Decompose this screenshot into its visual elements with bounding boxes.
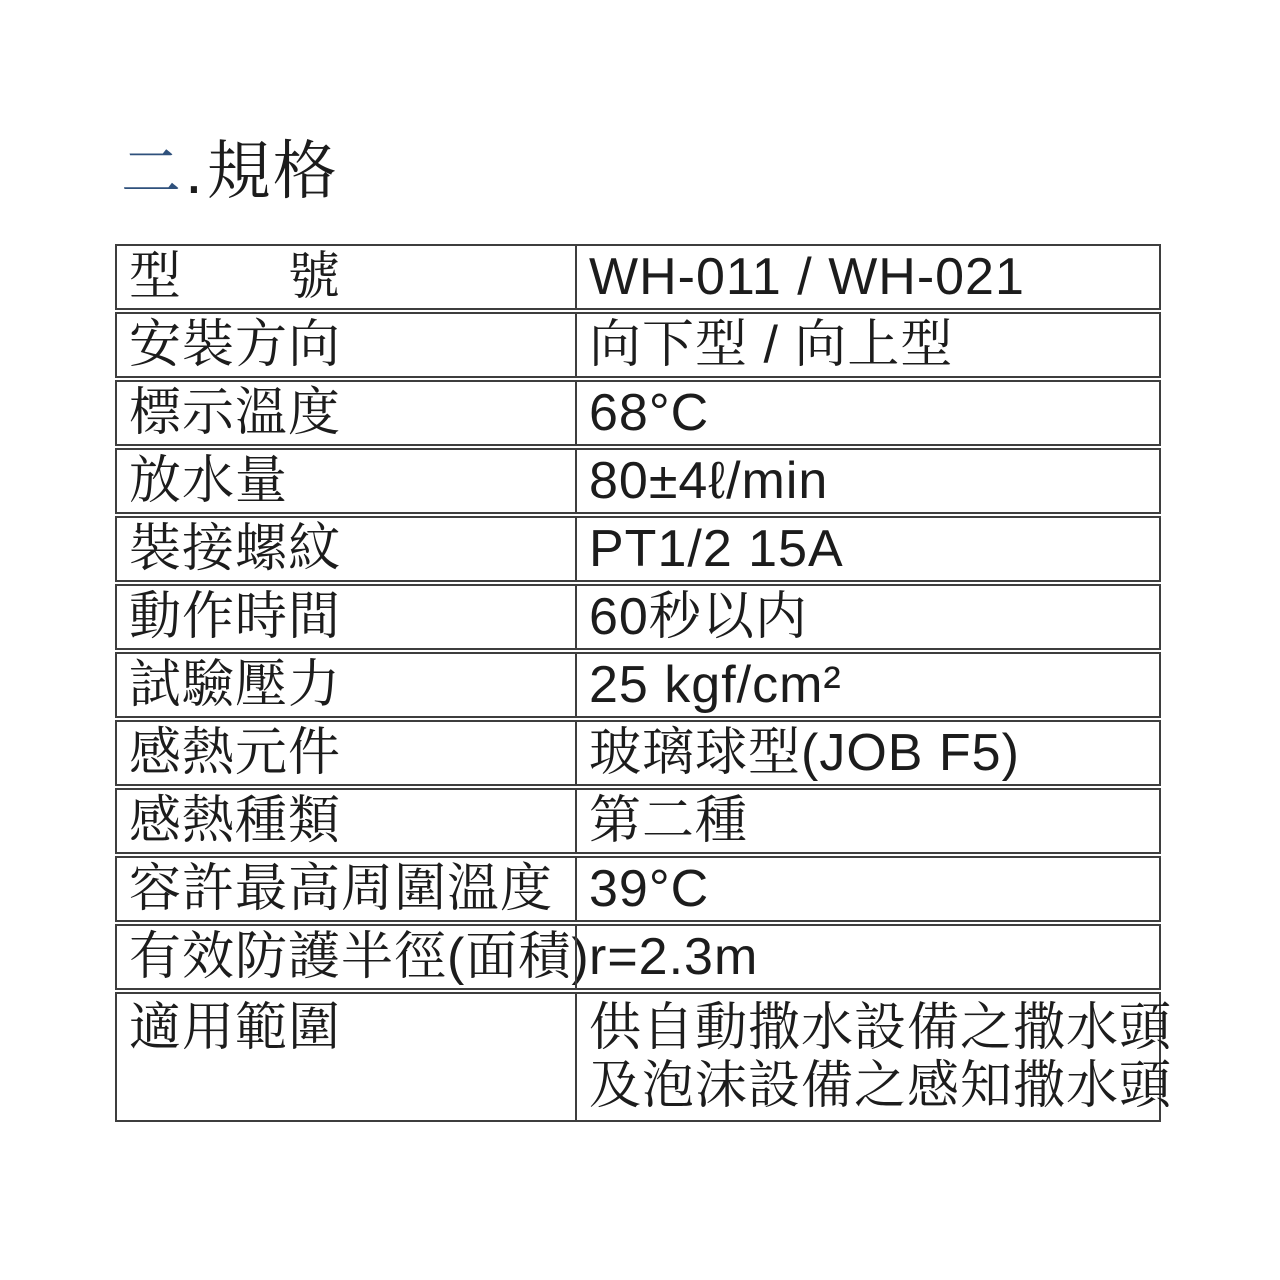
spec-table-row — [115, 448, 1161, 514]
spec-table-row — [115, 720, 1161, 786]
spec-row-value: 80±4ℓ/min — [575, 450, 1159, 512]
spec-table-row — [115, 924, 1161, 990]
spec-table-row — [115, 380, 1161, 446]
spec-row-value: 25 kgf/cm² — [575, 654, 1159, 716]
spec-row-label: 型 號 — [129, 248, 342, 306]
spec-row-label: 試驗壓力 — [129, 656, 342, 714]
spec-row-value: 60秒以内 — [575, 586, 1159, 648]
spec-row-value-line: 及泡沫設備之感知撒水頭 — [589, 1057, 1173, 1115]
section-number-dot: . — [185, 135, 205, 207]
spec-row-value: 玻璃球型(JOB F5) — [575, 722, 1159, 784]
spec-row-label: 容許最高周圍溫度 — [129, 860, 554, 918]
spec-table-row — [115, 516, 1161, 582]
spec-row-value: r=2.3m — [575, 926, 1159, 988]
spec-row-value: PT1/2 15A — [575, 518, 1159, 580]
spec-table-row — [115, 584, 1161, 650]
spec-table-row — [115, 992, 1173, 1122]
spec-row-label: 感熱元件 — [129, 724, 342, 782]
spec-row-value: 第二種 — [575, 790, 1159, 852]
spec-table-row — [115, 652, 1161, 718]
spec-row-label: 安裝方向 — [129, 316, 342, 374]
spec-table-row — [115, 856, 1161, 922]
spec-row-value: 向下型 / 向上型 — [575, 314, 1159, 376]
section-number: 二 — [121, 139, 183, 206]
spec-row-label: 感熱種類 — [129, 792, 342, 850]
spec-row-value: WH-011 / WH-021 — [575, 246, 1159, 308]
spec-row-value — [575, 994, 1184, 1120]
spec-table-row — [115, 244, 1161, 310]
section-heading — [121, 126, 339, 218]
spec-row-label: 有效防護半徑(面積) — [129, 928, 590, 986]
spec-row-label: 裝接螺紋 — [129, 520, 342, 578]
spec-row-value: 39°C — [575, 858, 1159, 920]
spec-table — [115, 244, 1173, 1122]
spec-table-row — [115, 788, 1161, 854]
spec-row-label: 放水量 — [129, 452, 289, 510]
spec-row-value-line: 供自動撒水設備之撒水頭 — [589, 999, 1173, 1057]
spec-row-value: 68°C — [575, 382, 1159, 444]
section-title: 規格 — [206, 135, 339, 207]
spec-row-label: 動作時間 — [129, 588, 342, 646]
spec-table-row — [115, 312, 1161, 378]
spec-row-label: 標示溫度 — [129, 384, 342, 442]
spec-row-label: 適用範圍 — [129, 999, 342, 1057]
